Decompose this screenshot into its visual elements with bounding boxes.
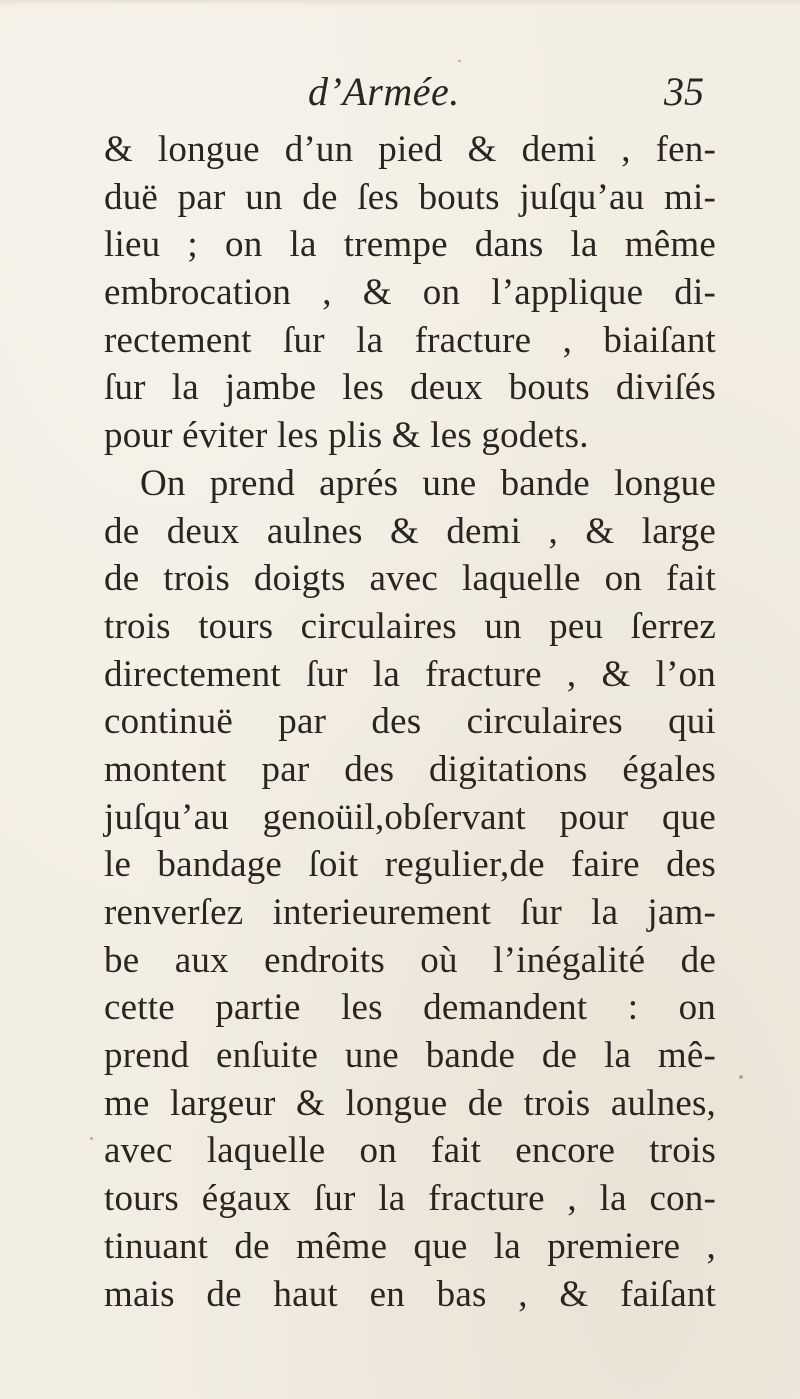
text-line: renverſez interieurement ſur la jam- xyxy=(104,892,716,933)
text-line: continuë par des circulaires qui xyxy=(104,701,716,743)
text-line: lieu ; on la trempe dans la même xyxy=(104,224,716,266)
running-head xyxy=(0,68,800,118)
paper-speck xyxy=(458,60,461,62)
body-text xyxy=(104,126,716,1318)
text-line: montent par des digitations égales xyxy=(104,748,716,790)
paper-speck xyxy=(739,1075,743,1079)
text-line: directement ſur la fracture , & l’on xyxy=(104,653,716,695)
text-line: embrocation , & on l’applique di- xyxy=(104,272,716,314)
text-line: be aux endroits où l’inégalité de xyxy=(104,939,716,981)
page-edge xyxy=(0,0,800,6)
text-line: de deux aulnes & demi , & large xyxy=(104,510,716,552)
text-line: pour éviter les plis & les godets. xyxy=(104,415,589,457)
text-line: tinuant de même que la premiere , xyxy=(104,1225,716,1267)
text-line: duë par un de ſes bouts juſqu’au mi- xyxy=(104,176,716,218)
text-line: ſur la jambe les deux bouts diviſés xyxy=(104,367,716,409)
text-line: juſqu’au genoüil,obſervant pour que xyxy=(104,796,716,838)
page-number: 35 xyxy=(664,69,704,114)
text-line: avec laquelle on fait encore trois xyxy=(104,1130,716,1172)
text-line: rectement ſur la fracture , biaiſant xyxy=(104,319,716,361)
paragraph-first-line: On prend aprés une bande longue xyxy=(140,462,716,504)
text-line: de trois doigts avec laquelle on fait xyxy=(104,558,716,600)
text-line: trois tours circulaires un peu ſerrez xyxy=(104,605,716,647)
text-line: le bandage ſoit regulier,de faire des xyxy=(104,844,716,886)
text-line: prend enſuite une bande de la mê- xyxy=(104,1035,716,1077)
running-head-title: d’Armée. xyxy=(308,69,460,114)
text-line: me largeur & longue de trois aulnes, xyxy=(104,1082,716,1124)
text-line: & longue d’un pied & demi , fen- xyxy=(104,129,716,170)
paper-speck xyxy=(90,1137,93,1140)
text-line: cette partie les demandent : on xyxy=(104,987,716,1029)
text-line: tours égaux ſur la fracture , la con- xyxy=(104,1178,716,1220)
text-line: mais de haut en bas , & faiſant xyxy=(104,1273,716,1315)
